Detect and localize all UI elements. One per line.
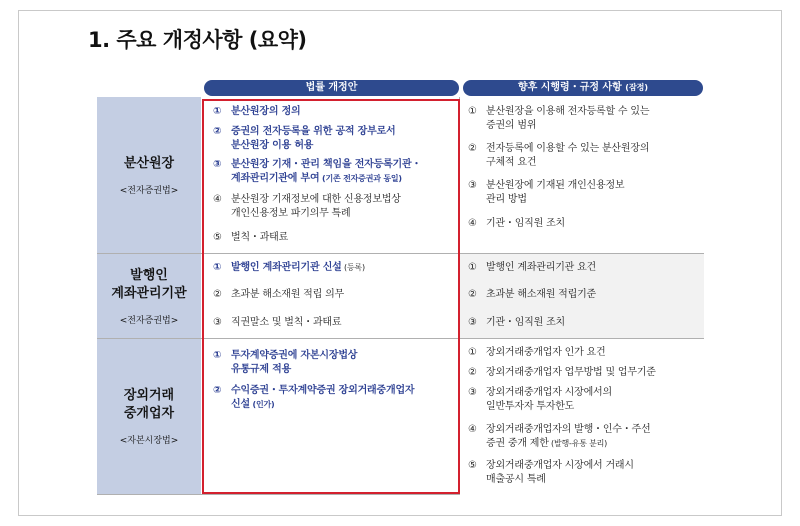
decree-item: ③ 기관・임직원 조치 [468, 317, 565, 328]
row-header-name: 계좌관리기관 [111, 285, 187, 301]
law-item: ③ 직권말소 및 벌칙・과태료 [213, 317, 342, 328]
law-header-pill [204, 80, 459, 96]
decree-item: ⑤ 장외거래중개업자 시장에서 거래시 매출공시 특례 [468, 460, 634, 485]
decree-item: ② 초과분 해소재원 적립기준 [468, 289, 597, 300]
law-item: ⑤ 벌칙・과태료 [213, 232, 289, 243]
decree-item: ④ 기관・임직원 조치 [468, 218, 565, 229]
law-item: ① 발행인 계좌관리기관 신설 (등록) [213, 262, 365, 273]
decree-header-note: (잠정) [625, 83, 649, 92]
decree-cell-row1 [459, 97, 704, 254]
row-header-issuer-account-manager [97, 254, 201, 339]
page-title: 1. 주요 개정사항 (요약) [88, 28, 307, 52]
law-item: ② 증권의 전자등록을 위한 공적 장부로서 분산원장 이용 허용 [213, 126, 396, 151]
decree-item: ① 발행인 계좌관리기관 요건 [468, 262, 597, 273]
row-header-distributed-ledger [97, 97, 201, 254]
law-item: ③ 분산원장 기재・관리 책임을 전자등록기관・ 계좌관리기관에 부여 (기존 전자증권과 동일) [213, 159, 422, 184]
decree-item: ③ 분산원장에 기재된 개인신용정보 관리 방법 [468, 180, 625, 205]
law-item: ④ 분산원장 기재정보에 대한 신용정보법상 개인신용정보 파기의무 특례 [213, 194, 401, 219]
law-item: ① 투자계약증권에 자본시장법상 유통규제 적용 [213, 350, 358, 375]
law-header-label: 법률 개정안 [305, 82, 358, 93]
row-header-name: 장외거래 [123, 388, 175, 403]
decree-item: ④ 장외거래중개업자의 발행・인수・주선 증권 중개 제한 (발행-유통 분리) [468, 424, 651, 449]
law-column-highlight-box [202, 99, 460, 494]
decree-cell-row3 [459, 339, 704, 495]
decree-item: ② 전자등록에 이용할 수 있는 분산원장의 구체적 요건 [468, 143, 650, 168]
law-item: ① 분산원장의 정의 [213, 106, 301, 117]
decree-cell-row2 [459, 254, 704, 339]
row-header-name: 발행인 [130, 267, 168, 283]
decree-header-pill [463, 80, 703, 96]
decree-item: ① 장외거래중개업자 인가 요건 [468, 347, 606, 358]
row-header-law-ref: <자본시장법> [119, 436, 179, 446]
decree-item: ③ 장외거래중개업자 시장에서의 일반투자자 투자한도 [468, 387, 612, 412]
law-item: ② 수익증권・투자계약증권 장외거래중개업자 신설 (인가) [213, 385, 415, 410]
decree-item: ② 장외거래중개업자 업무방법 및 업무기준 [468, 367, 656, 378]
row-header-name: 분산원장 [123, 155, 175, 171]
row-header-law-ref: <전자증권법> [119, 185, 179, 196]
row-header-name: 중개업자 [123, 406, 175, 421]
law-item: ② 초과분 해소재원 적립 의무 [213, 289, 344, 300]
row-header-otc-broker [97, 339, 201, 495]
decree-item: ① 분산원장을 이용해 전자등록할 수 있는 증권의 범위 [468, 106, 650, 131]
row-header-law-ref: <전자증권법> [119, 315, 179, 326]
decree-header-label: 향후 시행령・규정 사항 [517, 82, 622, 93]
